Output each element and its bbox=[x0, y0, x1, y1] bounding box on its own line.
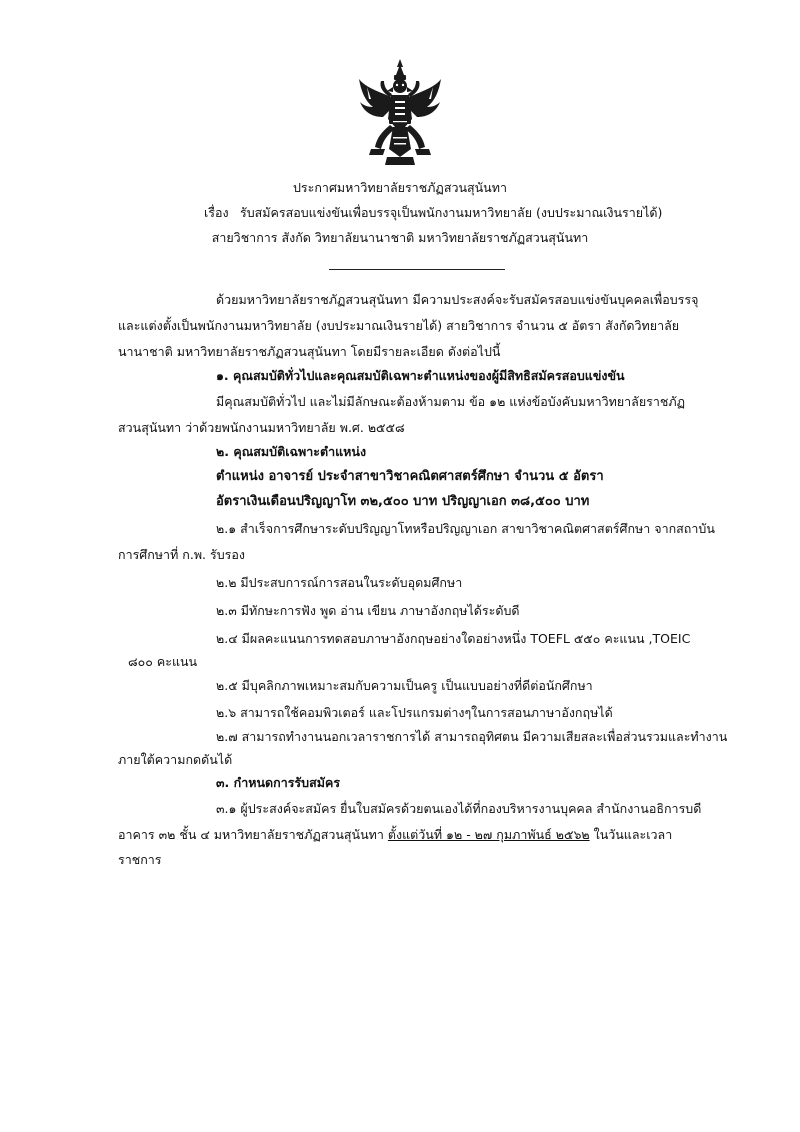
qualification-2-6: ๒.๖ สามารถใช้คอมพิวเตอร์ และโปรแกรมต่างๆในการสอนภาษาอังกฤษได้ bbox=[216, 705, 613, 720]
qualification-2-3: ๒.๓ มีทักษะการฟัง พูด อ่าน เขียน ภาษาอังกฤษได้ระดับดี bbox=[216, 603, 520, 618]
section-1-heading: ๑. คุณสมบัติทั่วไปและคุณสมบัติเฉพาะตำแหน่งของผู้มีสิทธิสมัครสอบแข่งขัน bbox=[216, 368, 625, 383]
section-1-line-2: สวนสุนันทา ว่าด้วยพนักงานมหาวิทยาลัย พ.ศ. ๒๕๕๘ bbox=[118, 420, 405, 435]
subject-text: รับสมัครสอบแข่งขันเพื่อบรรจุเป็นพนักงานมหาวิทยาลัย (งบประมาณเงินรายได้) bbox=[240, 205, 663, 220]
application-date-range: ตั้งแต่วันที่ ๑๒ - ๒๗ กุมภาพันธ์ ๒๕๖๒ bbox=[387, 827, 590, 842]
qualification-2-4-line-1: ๒.๔ มีผลคะแนนการทดสอบภาษาอังกฤษอย่างใดอย่างหนึ่ง TOEFL ๕๕๐ คะแนน ,TOEIC bbox=[216, 631, 691, 646]
section-1-line-1: มีคุณสมบัติทั่วไป และไม่มีลักษณะต้องห้ามตาม ข้อ ๑๒ แห่งข้อบังคับมหาวิทยาลัยราชภัฏ bbox=[216, 394, 686, 409]
subject-line-2: สายวิชาการ สังกัด วิทยาลัยนานาชาติ มหาวิทยาลัยราชภัฏสวนสุนันทา bbox=[211, 230, 589, 245]
section-3-heading: ๓. กำหนดการรับสมัคร bbox=[216, 775, 341, 790]
intro-line-3: นานาชาติ มหาวิทยาลัยราชภัฏสวนสุนันทา โดยมีรายละเอียด ดังต่อไปนี้ bbox=[118, 344, 501, 359]
application-time-note: ในวันและเวลา bbox=[589, 827, 673, 842]
subject-label: เรื่อง bbox=[204, 205, 229, 220]
qualification-2-5: ๒.๕ มีบุคลิกภาพเหมาะสมกับความเป็นครู เป็นแบบอย่างที่ดีต่อนักศึกษา bbox=[216, 678, 593, 693]
qualification-2-4-line-2: ๘๐๐ คะแนน bbox=[128, 654, 198, 669]
qualification-2-2: ๒.๒ มีประสบการณ์การสอนในระดับอุดมศึกษา bbox=[216, 575, 463, 590]
application-3-1-line-2 bbox=[118, 826, 672, 844]
qualification-2-7-line-1: ๒.๗ สามารถทำงานนอกเวลาราชการได้ สามารถอุทิศตน มีความเสียสละเพื่อส่วนรวมและทำงาน bbox=[216, 729, 728, 744]
qualification-2-1-line-1: ๒.๑ สำเร็จการศึกษาระดับปริญญาโทหรือปริญญาเอก สาขาวิชาคณิตศาสตร์ศึกษา จากสถาบัน bbox=[216, 521, 715, 536]
application-3-1-line-1: ๓.๑ ผู้ประสงค์จะสมัคร ยื่นใบสมัครด้วยตนเองได้ที่กองบริหารงานบุคคล สำนักงานอธิการบดี bbox=[216, 801, 702, 816]
announcement-title: ประกาศมหาวิทยาลัยราชภัฏสวนสุนันทา bbox=[293, 180, 507, 195]
salary-rate: อัตราเงินเดือนปริญญาโท ๓๒,๕๐๐ บาท ปริญญาเอก ๓๘,๕๐๐ บาท bbox=[216, 494, 590, 509]
header-divider bbox=[329, 269, 505, 270]
application-3-1-line-3: ราชการ bbox=[118, 852, 162, 867]
intro-line-2: และแต่งตั้งเป็นพนักงานมหาวิทยาลัย (งบประมาณเงินรายได้) สายวิชาการ จำนวน ๕ อัตรา สังกัดวิทยาลัย bbox=[118, 318, 680, 333]
qualification-2-7-line-2: ภายใต้ความกดดันได้ bbox=[118, 752, 233, 767]
garuda-emblem-icon bbox=[357, 57, 443, 169]
section-2-heading: ๒. คุณสมบัติเฉพาะตำแหน่ง bbox=[216, 444, 367, 459]
application-location: อาคาร ๓๒ ชั้น ๔ มหาวิทยาลัยราชภัฏสวนสุนันทา bbox=[118, 827, 388, 842]
qualification-2-1-line-2: การศึกษาที่ ก.พ. รับรอง bbox=[118, 547, 245, 562]
intro-line-1: ด้วยมหาวิทยาลัยราชภัฏสวนสุนันทา มีความประสงค์จะรับสมัครสอบแข่งขันบุคคลเพื่อบรรจุ bbox=[216, 292, 699, 307]
position-title: ตำแหน่ง อาจารย์ ประจำสาขาวิชาคณิตศาสตร์ศึกษา จำนวน ๕ อัตรา bbox=[216, 469, 604, 484]
